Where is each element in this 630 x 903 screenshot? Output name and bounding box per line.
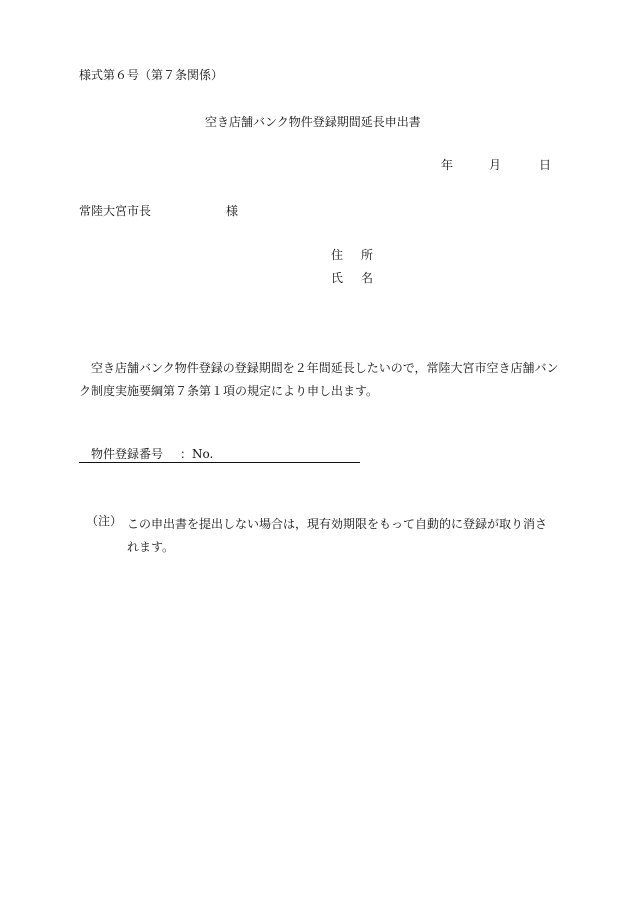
name-char-1: 氏 bbox=[331, 271, 344, 285]
address-char-1: 住 bbox=[331, 248, 344, 262]
note-text: この申出書を提出しない場合は，現有効期限をもって自動的に登録が取り消されます。 bbox=[127, 517, 548, 554]
document-title: 空き店舗バンク物件登録期間延長申出書 bbox=[205, 115, 421, 129]
property-number-field bbox=[79, 446, 360, 463]
form-number: 様式第６号（第７条関係） bbox=[79, 68, 224, 82]
property-number-prefix: ：No. bbox=[180, 447, 214, 461]
applicant-name-label bbox=[331, 270, 373, 286]
date-month-label: 月 bbox=[489, 158, 502, 172]
address-char-2: 所 bbox=[361, 248, 374, 262]
name-char-2: 名 bbox=[361, 271, 374, 285]
body-paragraph: 空き店舗バンク物件登録の登録期間を２年間延長したいので，常陸大宮市空き店舗バンク制度実施要綱第７条第１項の規定により申し出ます。 bbox=[79, 361, 559, 398]
date-day-label: 日 bbox=[539, 158, 552, 172]
addressee-honorific: 様 bbox=[226, 204, 239, 218]
addressee-name: 常陸大宮市長 bbox=[79, 204, 152, 218]
property-number-label: 物件登録番号 bbox=[91, 447, 164, 461]
note-heading: （注） bbox=[86, 514, 123, 528]
date-year-label: 年 bbox=[441, 158, 454, 172]
applicant-address-label bbox=[331, 247, 373, 263]
